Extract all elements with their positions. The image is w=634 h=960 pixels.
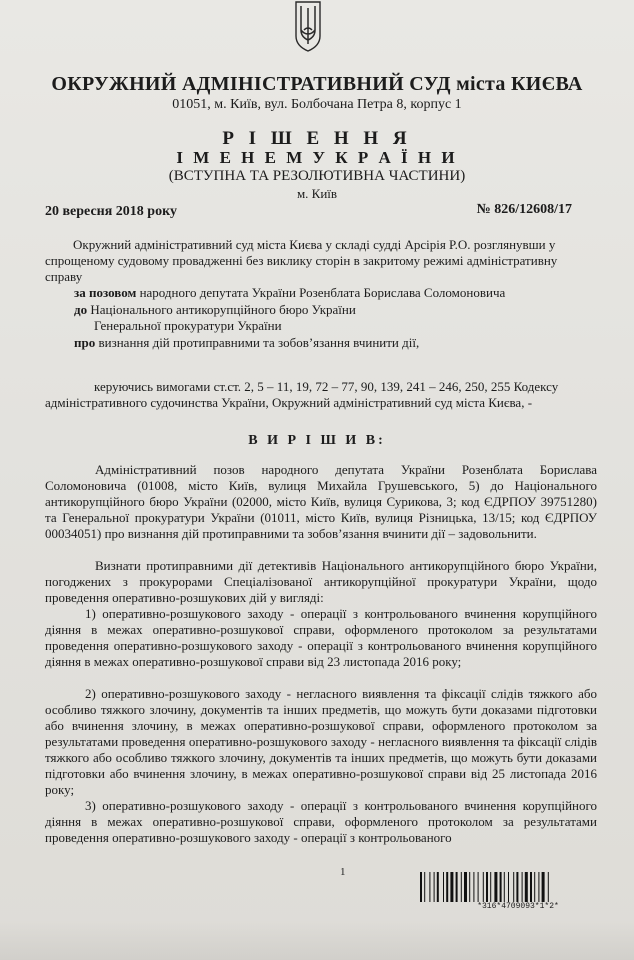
barcode [420,872,616,902]
document-subtitle: І М Е Н Е М У К Р А Ї Н И [176,148,458,167]
court-address: 01051, м. Київ, вул. Болбочана Петра 8, корпус 1 [172,97,462,112]
document-city: м. Київ [296,186,338,201]
defendant-keyword: до [74,302,88,317]
decision-heading: В И Р І Ш И В: [248,433,386,448]
claim-text: народного депутата України Розенблата Борислава Соломоновича [136,285,506,300]
claim-keyword: за позовом [74,285,137,300]
page-number: 1 [340,866,346,878]
intro-line: спрощеному судовому провадженні без виклику сторін в закритому режимі адміністративну [45,253,558,268]
claim-line [74,285,505,301]
ukraine-trident-icon [293,0,323,52]
defendant-text: Національного антикорупційного бюро України [87,302,356,317]
legal-basis-line: керуючись вимогами ст.ст. 2, 5 – 11, 19, 72 – 77, 90, 139, 241 – 246, 250, 255 Кодексу [94,379,559,394]
intro-line: справу [45,269,83,284]
ruling-item: 2) оперативно-розшукового заходу - негласного виявлення та фіксації слідів тяжкого або особливо тяжкого злочину, документів та інших предметів, що можуть бути доказами підготовки або вчинення злочину, в межах оперативно-розшукової справи, оформленого протоколом за результатами проведення оперативно-розшукового заходу - негласного виявлення та фіксації слідів тяжкого або особливо тяжкого злочину, документів та інших предметів, що можуть бути доказами підготовки або вчинення злочину, в межах оперативно-розшукової справи від 25 листопада 2016 року; [45,686,597,797]
defendant-line [74,302,356,318]
defendant-second: Генеральної прокуратури України [94,318,282,333]
legal-basis-line: адміністративного судочинства України, Окружний адміністративний суд міста Києва, - [45,395,533,410]
ruling-item: 1) оперативно-розшукового заходу - операції з контрольованого вчинення корупційного діяння в межах оперативно-розшукової справи, оформленого протоколом за результатами проведення оперативно-розшукового заходу - операції з контрольованого вчинення корупційного діяння в межах оперативно-розшукової справи від 23 листопада 2016 року; [45,606,597,669]
court-name: ОКРУЖНИЙ АДМІНІСТРАТИВНИЙ СУД міста КИЄВА [51,73,583,95]
document-part-note: (ВСТУПНА ТА РЕЗОЛЮТИВНА ЧАСТИНИ) [168,168,466,184]
barcode-text: *316*4709093*1*2* [477,902,559,911]
ruling-item: 3) оперативно-розшукового заходу - операції з контрольованого вчинення корупційного діяння в межах оперативно-розшукової справи, оформленого протоколом за результатами проведення оперативно-розшукового заходу - операції з контрольованого [45,798,597,845]
case-number: № 826/12608/17 [476,202,572,217]
decision-date: 20 вересня 2018 року [45,204,177,219]
ruling-paragraph: Адміністративний позов народного депутата України Розенблата Борислава Соломоновича (01008, місто Київ, вулиця Михайла Грушевського, 5) до Національного антикорупційного бюро України (02000, місто Київ, вулиця Сурикова, 3; код ЄДРПОУ 39751280) та Генеральної прокуратури України (01011, місто Київ, вулиця Різницька, 13/15; код ЄДРПОУ 00034051) про визнання дій протиправними та зобов’язання вчинити дії – задовольнити. [45,462,597,541]
subject-keyword: про [74,335,96,350]
intro-line: Окружний адміністративний суд міста Києва у складі судді Арсірія Р.О. розглянувши у [73,237,556,252]
document-title: Р І Ш Е Н Н Я [222,128,412,149]
subject-text: визнання дій протиправними та зобов’язання вчинити дії, [95,335,420,350]
page-shadow [0,920,634,960]
ruling-paragraph: Визнати протиправними дії детективів Національного антикорупційного бюро України, погоджених з прокурорами Спеціалізованої антикорупційної прокуратури України, щодо проведення оперативно-розшукових дій у вигляді: [45,558,597,605]
subject-line [74,335,419,351]
